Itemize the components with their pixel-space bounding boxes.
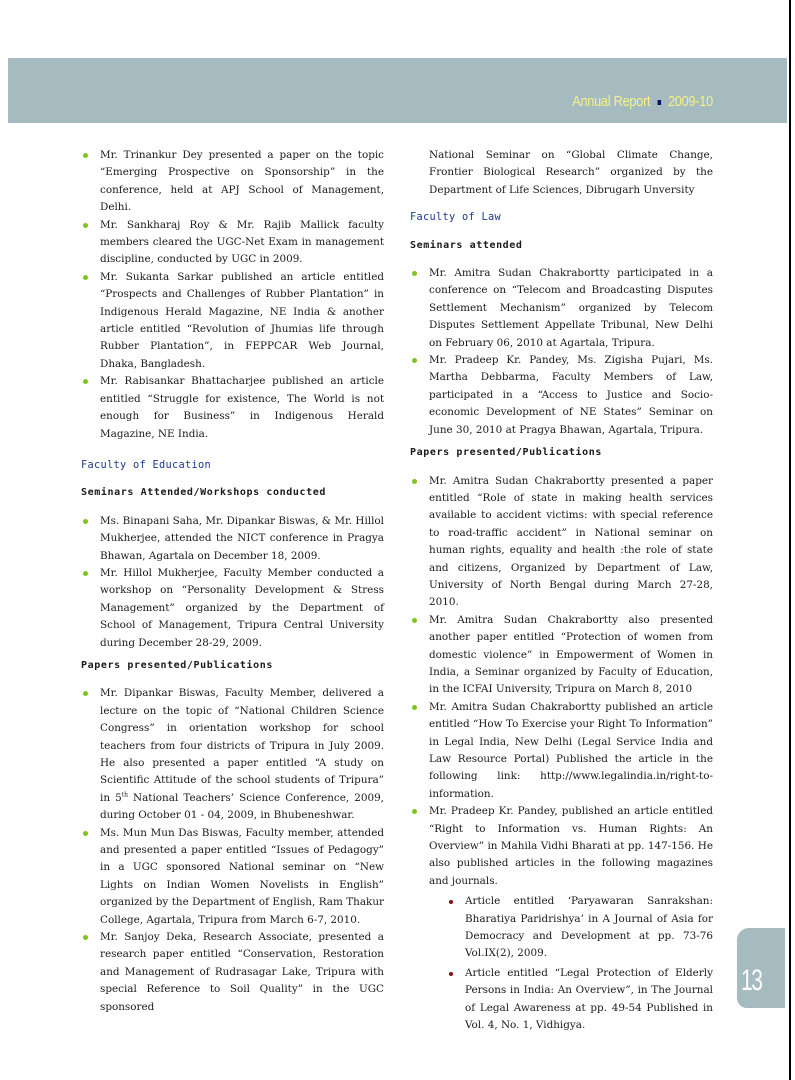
faculty-education-heading: Faculty of Education bbox=[81, 458, 211, 471]
list-item: Mr. Sankharaj Roy & Mr. Rajib Mallick faculty members cleared the UGC-Net Exam in management discipline, conducted by UGC in 2009. bbox=[81, 217, 384, 269]
list-item: Mr. Trinankur Dey presented a paper on the topic “Emerging Prospective on Sponsorship” in the conference, held at APJ School of Management, Delhi. bbox=[81, 147, 384, 217]
education-seminars-heading: Seminars Attended/Workshops conducted bbox=[81, 487, 326, 499]
list-item: Mr. Amitra Sudan Chakrabortty presented a paper entitled “Role of state in making health services available to accident victims: with special reference to road-traffic accident” in National seminar on human rights, equality and health :the role of state and citizens, Organized by Department of Law, University of North Bengal during March 27-28, 2010. bbox=[410, 473, 713, 612]
list-item: Mr. Pradeep Kr. Pandey, Ms. Zigisha Pujari, Ms. Martha Debbarma, Faculty Members of Law, participated in a “Access to Justice and Socio-economic Development of NE States” Seminar on June 30, 2010 at Pragya Bhawan, Agartala, Tripura. bbox=[410, 352, 713, 439]
left-column bbox=[81, 147, 384, 1016]
sub-list-item: Article entitled “Legal Protection of Elderly Persons in India: An Overview”, in The Journal of Legal Awareness at pp. 49-54 Published in Vol. 4, No. 1, Vidhigya. bbox=[429, 965, 713, 1035]
list-item: Mr. Sanjoy Deka, Research Associate, presented a research paper entitled “Conservation, Restoration and Management of Rudrasagar Lake, Tripura with special Reference to Soil Quality” in the UGC sponsored bbox=[81, 929, 384, 1016]
list-item: Ms. Mun Mun Das Biswas, Faculty member, attended and presented a paper entitled “Issues of Pedagogy” in a UGC sponsored National seminar on “New Lights on Indian Women Novelists in English” organized by the Department of English, Ram Thakur College, Agartala, Tripura from March 6-7, 2010. bbox=[81, 825, 384, 929]
law-seminars-list bbox=[410, 265, 713, 439]
list-item: Mr. Amitra Sudan Chakrabortty published an article entitled “How To Exercise your Right To Information” in Legal India, New Delhi (Legal Service India and Law Resource Portal) Published the article in the following link: http://www.legalindia.in/right-to-information. bbox=[410, 699, 713, 803]
page-edge-line bbox=[789, 0, 791, 1080]
faculty-law-heading: Faculty of Law bbox=[410, 211, 501, 224]
sub-list-item: Article entitled ‘Paryawaran Sanrakshan: Bharatiya Paridrishya’ in A Journal of Asia for Democracy and Development at pp. 73-76 Vol.IX(2), 2009. bbox=[429, 893, 713, 963]
header-bar bbox=[8, 58, 787, 123]
list-item: Mr. Rabisankar Bhattacharjee published an article entitled “Struggle for existence, The World is not enough for Business” in Indigenous Herald Magazine, NE India. bbox=[81, 373, 384, 443]
page-number-tab bbox=[737, 928, 785, 1008]
law-papers-list bbox=[410, 473, 713, 1035]
education-seminars-list bbox=[81, 513, 384, 652]
item-text: Mr. Dipankar Biswas, Faculty Member, delivered a lecture on the topic of “National Children Science Congress” in orientation workshop for school teachers from four districts of Tripura in July 2009. He also presented a paper entitled “A study on Scientific Attitude of the school students of Tripura” in 5 bbox=[100, 687, 384, 804]
law-seminars-heading: Seminars attended bbox=[410, 239, 523, 251]
law-papers-heading: Papers presented/Publications bbox=[410, 447, 602, 459]
item-text: National Teachers’ Science Conference, 2009, during October 01 - 04, 2009, in Bhubeneshwar. bbox=[100, 791, 384, 822]
education-papers-heading: Papers presented/Publications bbox=[81, 659, 273, 671]
continued-paragraph: National Seminar on “Global Climate Change, Frontier Biological Research” organized by the Department of Life Sciences, Dibrugarh Unversity bbox=[429, 149, 713, 196]
report-year: 2009-10 bbox=[668, 94, 713, 110]
list-item bbox=[81, 685, 384, 824]
list-item: Ms. Binapani Saha, Mr. Dipankar Biswas, & Mr. Hillol Mukherjee, attended the NICT conference in Pragya Bhawan, Agartala on December 18, 2009. bbox=[81, 513, 384, 565]
separator-square-icon bbox=[657, 100, 661, 105]
list-item bbox=[410, 803, 713, 1034]
list-item: Mr. Sukanta Sarkar published an article entitled “Prospects and Challenges of Rubber Plantation” in Indigenous Herald Magazine, NE India & another article entitled “Revolution of Jhumias life through Rubber Plantation”, in FEPPCAR Web Journal, Dhaka, Bangladesh. bbox=[81, 269, 384, 373]
education-papers-list bbox=[81, 685, 384, 1016]
right-column bbox=[410, 147, 713, 1037]
header-title bbox=[572, 94, 713, 110]
list-item: Mr. Hillol Mukherjee, Faculty Member conducted a workshop on “Personality Development & Stress Management” organized by the Department of School of Management, Tripura Central University during December 28-29, 2009. bbox=[81, 565, 384, 652]
list-item: Mr. Amitra Sudan Chakrabortty also presented another paper entitled “Protection of women from domestic violence” in Empowerment of Women in India, a Seminar organized by Faculty of Education, in the ICFAI University, Tripura on March 8, 2010 bbox=[410, 612, 713, 699]
page-number: 13 bbox=[741, 964, 762, 997]
report-title: Annual Report bbox=[572, 94, 651, 110]
sub-list bbox=[429, 893, 713, 1034]
list-item: Mr. Amitra Sudan Chakrabortty participated in a conference on “Telecom and Broadcasting Disputes Settlement Mechanism” organized by Telecom Disputes Settlement Appellate Tribunal, New Delhi on February 06, 2010 at Agartala, Tripura. bbox=[410, 265, 713, 352]
superscript: th bbox=[121, 791, 128, 799]
intro-list bbox=[81, 147, 384, 443]
item-text: Mr. Pradeep Kr. Pandey, published an article entitled “Right to Information vs. Human Rights: An Overview” in Mahila Vidhi Bharati at pp. 147-156. He also published articles in the following magazines and journals. bbox=[429, 805, 713, 887]
